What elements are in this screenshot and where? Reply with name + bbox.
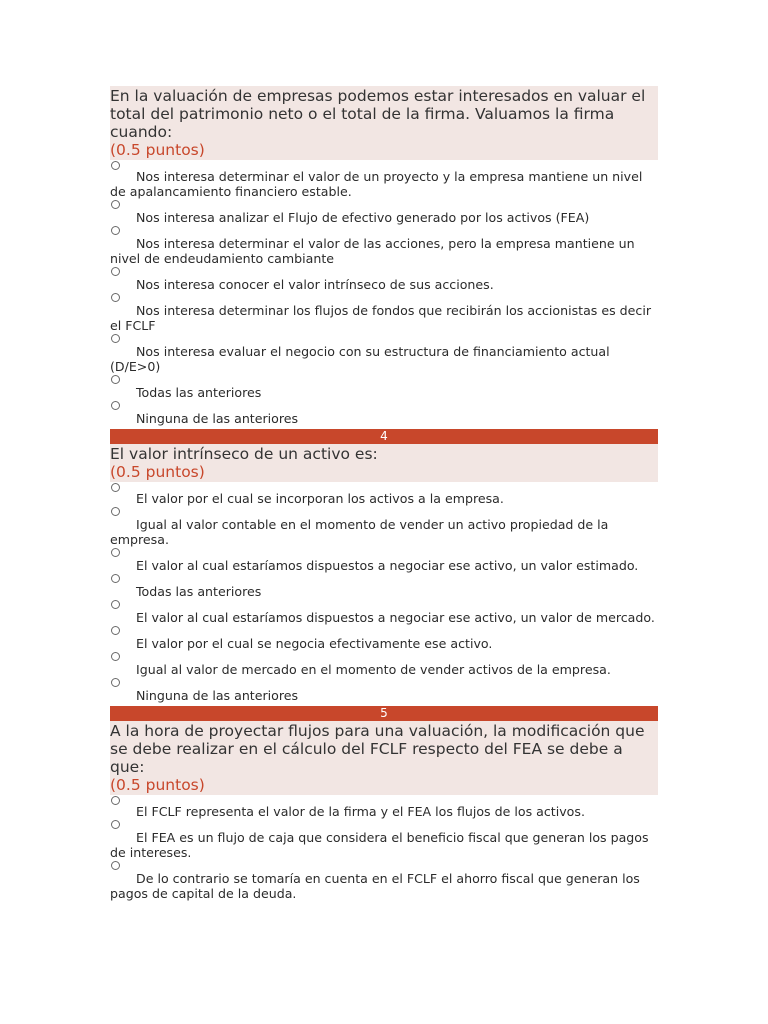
option-label: El FEA es un flujo de caja que considera el beneficio fiscal que generan los pagos de intereses. — [110, 830, 649, 860]
radio-button-icon[interactable] — [111, 200, 120, 209]
radio-button-icon[interactable] — [111, 574, 120, 583]
answer-option[interactable] — [110, 625, 658, 651]
option-label: Nos interesa determinar el valor de un proyecto y la empresa mantiene un nivel de apalancamiento financiero estable. — [110, 169, 643, 199]
radio-button-icon[interactable] — [111, 652, 120, 661]
answer-option[interactable] — [110, 199, 658, 225]
radio-button-icon[interactable] — [111, 796, 120, 805]
option-label: El valor por el cual se negocia efectivamente ese activo. — [136, 636, 493, 651]
question-number-bar: 4 — [110, 429, 658, 444]
answer-option[interactable] — [110, 599, 658, 625]
radio-button-icon[interactable] — [111, 507, 120, 516]
radio-button-icon[interactable] — [111, 861, 120, 870]
answer-option[interactable] — [110, 573, 658, 599]
answer-option[interactable] — [110, 374, 658, 400]
answer-option[interactable] — [110, 860, 658, 901]
option-label: Nos interesa evaluar el negocio con su estructura de financiamiento actual (D/E>0) — [110, 344, 610, 374]
quiz-page — [110, 86, 658, 901]
answer-option[interactable] — [110, 225, 658, 266]
answer-option[interactable] — [110, 651, 658, 677]
question-header — [110, 86, 658, 160]
radio-button-icon[interactable] — [111, 678, 120, 687]
question-points: (0.5 puntos) — [110, 463, 205, 481]
option-label: Todas las anteriores — [136, 584, 262, 599]
radio-button-icon[interactable] — [111, 226, 120, 235]
question-header — [110, 721, 658, 795]
answer-option[interactable] — [110, 547, 658, 573]
answer-option[interactable] — [110, 482, 658, 506]
radio-button-icon[interactable] — [111, 334, 120, 343]
option-label: De lo contrario se tomaría en cuenta en el FCLF el ahorro fiscal que generan los pagos de capital de la deuda. — [110, 871, 640, 901]
radio-button-icon[interactable] — [111, 820, 120, 829]
radio-button-icon[interactable] — [111, 626, 120, 635]
answer-option[interactable] — [110, 266, 658, 292]
option-label: El FCLF representa el valor de la firma y el FEA los flujos de los activos. — [136, 804, 585, 819]
radio-button-icon[interactable] — [111, 548, 120, 557]
answer-option[interactable] — [110, 292, 658, 333]
option-label: Igual al valor de mercado en el momento de vender activos de la empresa. — [136, 662, 611, 677]
radio-button-icon[interactable] — [111, 293, 120, 302]
question-points: (0.5 puntos) — [110, 776, 205, 794]
radio-button-icon[interactable] — [111, 267, 120, 276]
radio-button-icon[interactable] — [111, 375, 120, 384]
answer-option[interactable] — [110, 677, 658, 703]
option-label: Nos interesa determinar el valor de las acciones, pero la empresa mantiene un nivel de endeudamiento cambiante — [110, 236, 635, 266]
answer-option[interactable] — [110, 819, 658, 860]
answer-option[interactable] — [110, 795, 658, 819]
option-label: Nos interesa analizar el Flujo de efectivo generado por los activos (FEA) — [136, 210, 590, 225]
radio-button-icon[interactable] — [111, 600, 120, 609]
answer-option[interactable] — [110, 160, 658, 199]
option-label: Ninguna de las anteriores — [136, 688, 299, 703]
question-points: (0.5 puntos) — [110, 141, 205, 159]
option-label: El valor al cual estaríamos dispuestos a negociar ese activo, un valor de mercado. — [136, 610, 655, 625]
question-text: En la valuación de empresas podemos estar interesados en valuar el total del patrimonio neto o el total de la firma. Valuamos la firma cuando: — [110, 87, 646, 141]
question-1 — [110, 86, 658, 426]
option-label: Todas las anteriores — [136, 385, 262, 400]
option-label: Nos interesa conocer el valor intrínseco de sus acciones. — [136, 277, 494, 292]
question-header — [110, 444, 658, 482]
radio-button-icon[interactable] — [111, 483, 120, 492]
option-label: Nos interesa determinar los flujos de fondos que recibirán los accionistas es decir el FCLF — [110, 303, 652, 333]
option-label: Igual al valor contable en el momento de vender un activo propiedad de la empresa. — [110, 517, 609, 547]
answer-option[interactable] — [110, 333, 658, 374]
radio-button-icon[interactable] — [111, 161, 120, 170]
answer-option[interactable] — [110, 400, 658, 426]
question-text: El valor intrínseco de un activo es: — [110, 445, 378, 463]
question-4 — [110, 429, 658, 703]
answer-option[interactable] — [110, 506, 658, 547]
question-text: A la hora de proyectar flujos para una valuación, la modificación que se debe realizar en el cálculo del FCLF respecto del FEA se debe a que: — [110, 722, 645, 776]
question-number-bar: 5 — [110, 706, 658, 721]
option-label: El valor por el cual se incorporan los activos a la empresa. — [136, 491, 504, 506]
option-label: El valor al cual estaríamos dispuestos a negociar ese activo, un valor estimado. — [136, 558, 639, 573]
option-label: Ninguna de las anteriores — [136, 411, 299, 426]
radio-button-icon[interactable] — [111, 401, 120, 410]
question-5 — [110, 706, 658, 901]
